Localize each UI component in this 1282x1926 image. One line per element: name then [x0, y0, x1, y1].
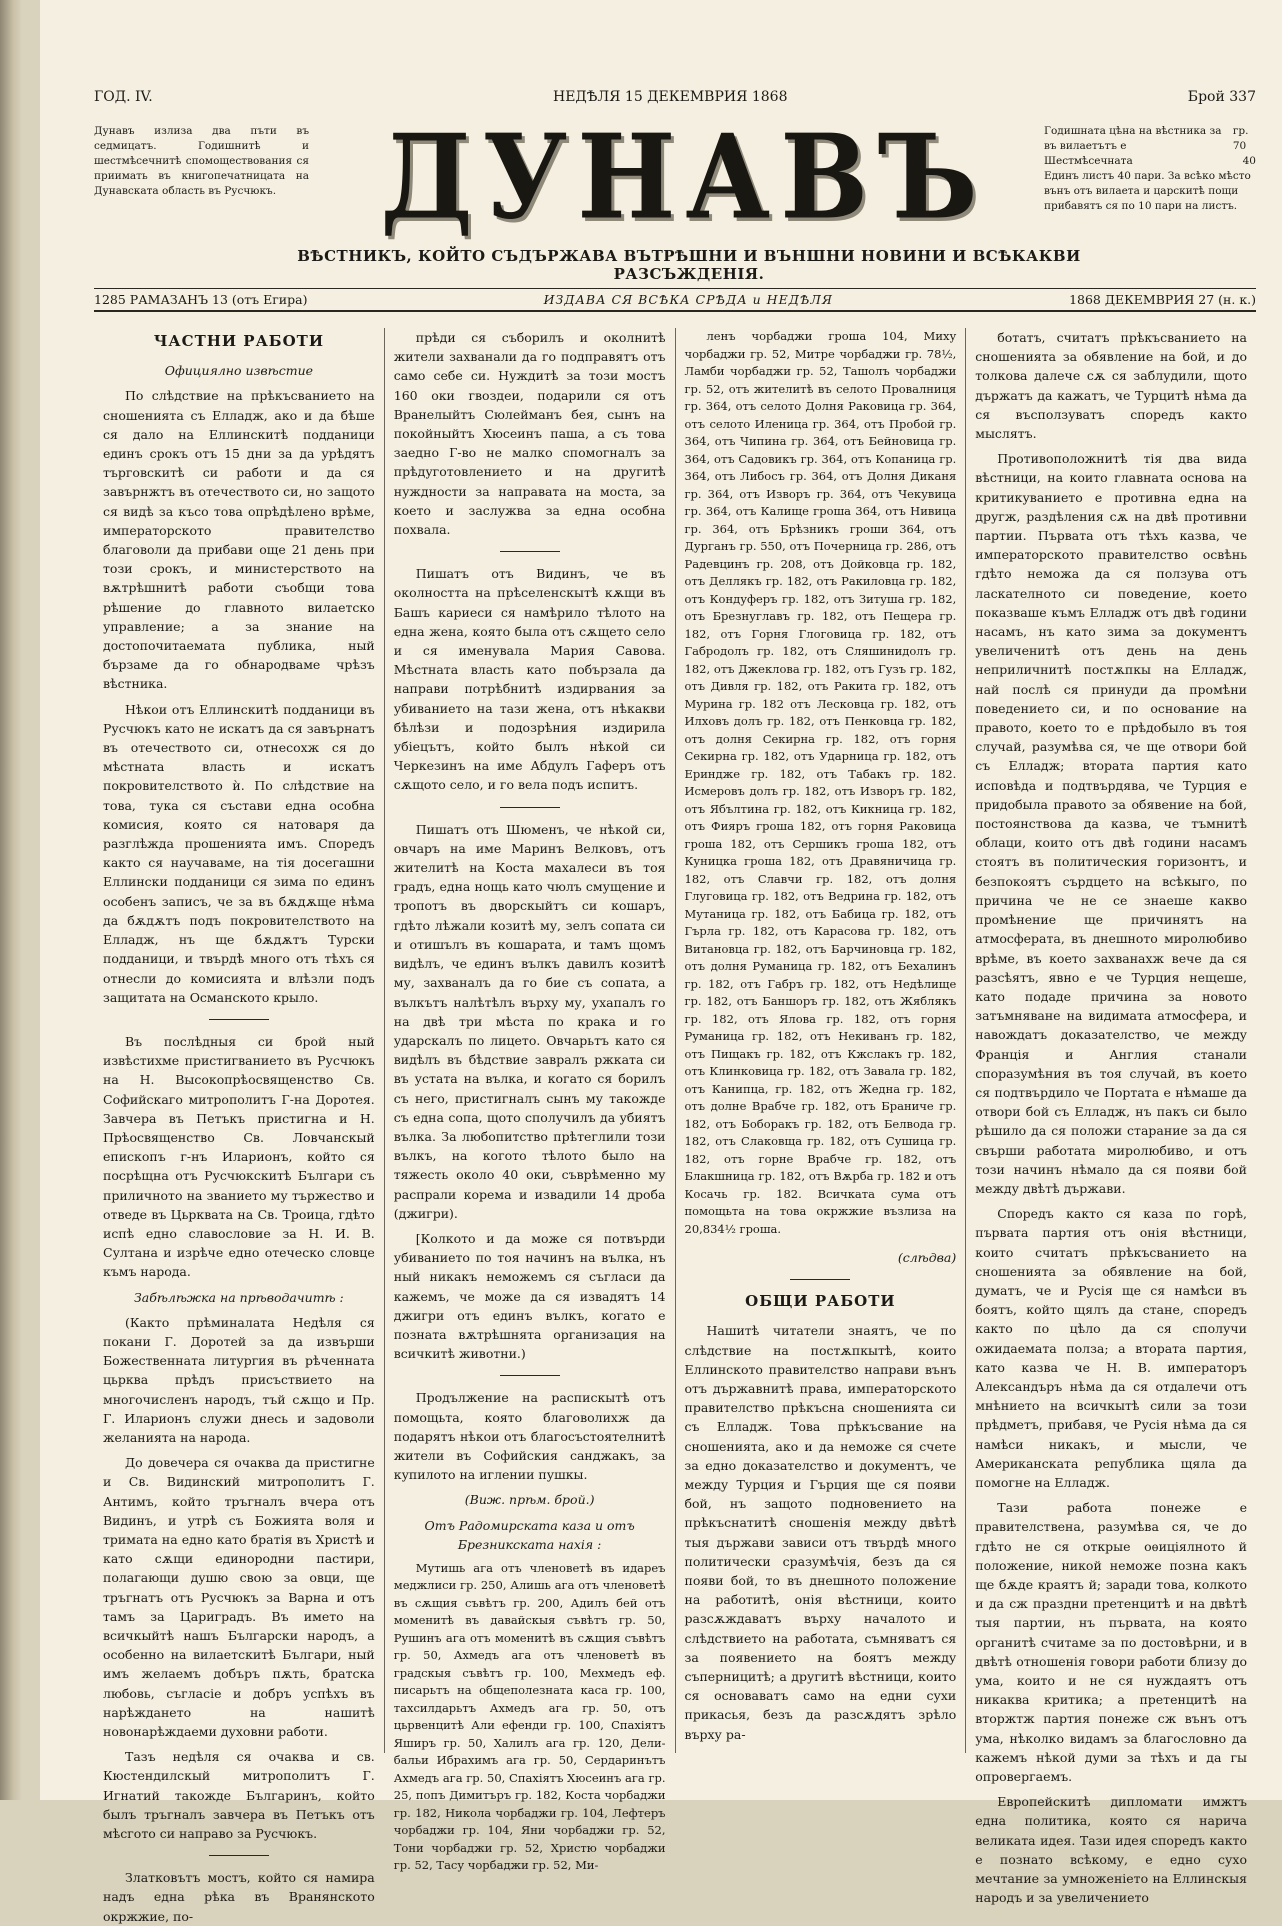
article-paragraph: Споредъ както ся каза по горѣ, първата партия отъ онія вѣстници, които считатъ прѣкъсванието на сношенията за обявление на бой, думатъ, че и Русія ще ся намѣси въ боятъ, който щялъ да стане, споредъ както по цѣло да ся сполучи ожидаемата полза; а втората партия, като казва че Н. В. императоръ Александъръ нѣма да ся отдалечи отъ мнѣнието на всичкытѣ сили за този прѣдметъ, прибавя, че Русія нѣма да ся намѣси никакъ, и мысли, че Американската република щяла да помогне на Елладж. — [975, 1206, 1247, 1490]
price-row-half — [1044, 154, 1256, 169]
date-hijri: 1285 РАМАЗАНЪ 13 (отъ Егира) — [94, 292, 308, 307]
article-paragraph: ботатъ, считатъ прѣкъсванието на сношенията за обявление на бой, и до толкова далече сѫ ся заблудили, щото държатъ да кажатъ, че Турцитѣ нѣма да ся въсползуватъ споредъ както мыслятъ. — [975, 330, 1247, 442]
issue-date: НЕДѢЛЯ 15 ДЕКЕМВРИЯ 1868 — [553, 89, 788, 105]
divider — [209, 1855, 269, 1856]
article-paragraph: Златковътъ мостъ, който ся намира надъ една рѣка въ Вранянското окржжие, по- — [103, 1870, 375, 1924]
article-paragraph: [Колкото и да може ся потвърди убиванието по тоя начинъ на вълка, нъ ный никакъ неможемъ ся съгласи да кажемъ, че може да ся извадятъ 14 джигри отъ единъ вълкъ, когато е познатa вѫтрѣшнята организация на всичкитѣ животни.) — [393, 1230, 666, 1362]
notice-left: Дунавъ излиза два пъти въ седмицатъ. Годишнитѣ и шестмѣсечнитѣ спомоществования ся приимать въ книгопечатницата на Дунавската область въ Русчюкъ. — [94, 125, 309, 197]
price-box — [1044, 124, 1256, 214]
column-4 — [965, 328, 1256, 1906]
official-notice-label: Официялно извѣстие — [164, 363, 314, 379]
article-paragraph: Пишатъ отъ Шюменъ, че нѣкой си, овчаръ на име Маринъ Велковъ, отъ жителитѣ на Коста махалеси въ тоя градъ, една нощь като чюлъ смущение и тропотъ въ дворскыйтъ си кошаръ, гдѣто лѣжали козитѣ му, зелъ сопата си и отишълъ въ кошарата, и тамъ щомъ видѣлъ, че единъ вълкъ давилъ козитѣ му, захваналъ да го бие съ сопата, а вълкътъ налѣтѣлъ върху му, ухапалъ го на двѣ три мѣста по крака и го ударскалъ по лицето. Овчарьтъ като ся видѣлъ въ бѣдствие завралъ ржката си въ устата на вълка, и когато ся борилъ съ него, пристигналъ сынъ му такожде съ една сопа, щото сполучилъ да убиятъ вълка. За любопитство прѣтеглили този вълкъ, на когото тѣлото было на тяжесть около 40 оки, съврѣменно му распрали корема и извадили 14 дроба (джигри). — [393, 821, 666, 1221]
price-annual-value: гр. 70 — [1232, 125, 1249, 152]
article-paragraph: Нѣкои отъ Еллинскитѣ подданици въ Русчюкъ като не искатъ да ся завърнатъ въ отечеството си, отнесохж ся до мѣстната власть и искатъ покровителството ѝ. По слѣдствие на това, тука ся състави една особна комисия, която ся натоваря да разглѣжда прошенията имъ. Споредъ както ся научаваме, на тія досегашни Еллински подданици ся зима по единъ особенъ записъ, че за въ бѫдѫще нѣма да бѫдѫтъ подъ покровителството на Елладж, нъ ще бѫдѫтъ Турски подданици, и твърдѣ много отъ тѣхъ ся отнесли до комисията и влѣзли подъ защитата на Османското крыло. — [103, 701, 375, 1005]
article-paragraph: Нашитѣ читатели знаятъ, че по слѣдствие на постѫпкытѣ, които Еллинското правителство направи вънъ отъ държавнитѣ права, императорското правителство прѣкъсна сношенията си съ Елладж. Това прѣкъсвание на сношенията, ако и да неможе ся счете за едно доказателство и документъ, че между Турция и Гърция ще ся появи бой, нъ защото подновението на прѣкъснатитѣ сношенія между двѣтѣ тыя държави зависи отъ твърдѣ много политически сразумѣчія, безъ да ся появи бой, то въ днешното положение на работитѣ, онія вѣстници, които разсѫждаватъ върху началото и слѣдствието на работата, съмняватъ ся за появението на боятъ между съперницитѣ; а другитѣ вѣстници, които ся основаватъ само на едни сухи прикасья, безъ да разсѫдятъ зрѣло върху ра- — [684, 1323, 957, 1742]
divider — [500, 551, 560, 552]
district-title: Отъ Радомирската каза и отъ Брезникската нахія : — [424, 1517, 635, 1552]
continued-label: (слѣдва) — [897, 1250, 957, 1265]
price-single: Единъ листъ 40 пари. За всѣко мѣсто вънъ отъ вилаета и царскитѣ пощи прибавятъ ся по 10 пари на листъ. — [1044, 170, 1251, 212]
article-paragraph: (Както прѣминалата Недѣля ся покани Г. Доротей за да извърши Божественната литургия въ рѣченната цьрква прѣдъ присъствието на многочисленъ народъ, тъй сѫщо и Пр. Г. Иларионъ служи днесь и задоволи желанията на народа. — [103, 1314, 375, 1445]
column-1 — [94, 328, 384, 1924]
reference-note: (Виж. прѣм. брой.) — [464, 1492, 595, 1508]
price-row-annual — [1044, 124, 1256, 154]
article-paragraph: По слѣдствие на прѣкъсванието на сношенията съ Елладж, ако и да бѣше ся дало на Еллинскитѣ подданици единъ срокъ отъ 15 дни за да урѣдятъ търговскитѣ си работи и да ся завърнжтъ въ отечеството си, но защото ся видѣ за късо това опрѣдѣлено врѣме, императорското правителство благоволи да прибави още 21 день при този срокъ, и министерството на вѫтрѣшнитѣ работи съобщи това рѣшение до главното вилаетско управление; а за знание на достопочитаемата публика, ный бързаме да го обнародваме чрѣзъ вѣстника. — [103, 388, 375, 692]
divider — [209, 1019, 269, 1020]
article-paragraph: До довечера ся очаква да пристигне и Св. Видинский митрополитъ Г. Антимъ, който тръгналъ вчера отъ Видинъ, и утрѣ съ Божията воля и тримата на едно като братія въ Христѣ и като сѫщи единородни пастири, полагающи душю свою за овци, ще тръгнатъ отъ Русчюкъ за Варна и отъ тамъ за Цариградъ. Въ името на всичкыйтѣ нашъ Български народъ, а особенно на вилаетскитѣ Българи, ный имъ желаемъ добъръ пѫть, братска любовь, съгласіе и добръ успѣхъ въ нарѣждането на нашитѣ новонарѣждаеми духовни работи. — [103, 1455, 375, 1740]
article-paragraph: Тази работа понеже е правителствена, разумѣва ся, че до гдѣто не ся открые оѳиціялното й положение, никой неможе позна какъ ще бѫде краятъ й; заради това, колкото и да сж праздни претенцитѣ и на двѣтѣ тыя партии, нъ първата, на която органитѣ считаме за по достовѣрни, и в двѣтѣ отношенія говори работи близу до ума, които и не ся нуждаятъ отъ никаква критика; а претенцитѣ на вторжтж партия понеже сж вънъ отъ ума, нѣколко видамъ за благословно да кажемъ нѣкой думи за тѣхъ и да гы опровергаемъ. — [975, 1500, 1247, 1785]
article-paragraph: Пишатъ отъ Видинъ, че въ околността на прѣселенскытѣ кѫщи въ Башъ кариеси ся намѣрило тѣлото на една жена, която была отъ сѫщето село и ся именувала Мария Савова. Мѣстната власть като побързала да направи потрѣбнитѣ издирвания за убиванието на тази жена, отъ нѣкакви бѣлѣзи и подозрѣния издирила убіецътъ, който былъ нѣкой си Черкезинъ на име Абдулъ Гаферъ отъ сѫщото село, и го вела подъ испитъ. — [393, 566, 666, 793]
page-binding-shadow — [0, 0, 22, 1800]
price-annual-label: Годишната цѣна на вѣстника за въ вилаетътъ е — [1044, 125, 1222, 152]
article-paragraph: Противоположнитѣ тія два вида вѣстници, на които главната основа на критикуванието е противна една на другж, раздѣления сѫ на двѣ противни партии. Първата отъ тѣхъ казва, че императорското правителство освѣнь гдѣто неможа да ся ползува отъ ласкателното си поведение, което показваше къмъ Елладж отъ двѣ години насамъ, нъ като зима за документъ увеличенитѣ отъ день на день неприличнитѣ постѫпкы на Елладж, най послѣ ся принуди да промѣни поведението си, и по основание на правото, което то е прѣдобыло въ тоя случай, разумѣва ся, че ще отвори бой съ Елладж; втората партия като исповѣда и подтвърдява, че Турция е придобыла правото за обявение на бой, постоянствова да казва, че тъмнитѣ облаци, които отъ двѣ години насамъ стоятъ въ политическия горизонтъ, и безпокоятъ сърдцето на всѣкыго, по причина че не се знаеше какво промѣнение ще причинятъ на атмосферата, въ днешното миролюбиво врѣме, въ което захванахж вече да ся разсѣятъ, явно е че Турция нещеше, като подаде причина за новото затъмняване на видимата атмосфера, и навождатъ доказателство, че между Франція и Англия станали споразумѣния въ тоя случай, въ което ся подтвърдило че Портата е нѣмаше да отвори бой съ Елладж, нъ пакъ си было рѣшило да ся положи старание за да ся свърши работата миролюбиво, и отъ този начинъ нѣмало да ся появи бой между двѣтѣ държави. — [975, 451, 1247, 1196]
newspaper-page — [40, 0, 1282, 1924]
dateline — [94, 288, 1256, 312]
article-paragraph: Въ послѣдныя си брой ный извѣстихме пристигванието въ Русчюкъ на Н. Высокопрѣосвященство Св. Софийскаго митрополитъ Г-на Доротея. Завчера въ Петъкъ пристигна и Н. Прѣосвященство Св. Ловчанскый епископъ г-нъ Иларионъ, който ся посрѣщна отъ Русчюкскитѣ Българи съ приличното на званието му тържество и отведе въ Цьрквата на Св. Троица, гдѣто испѣ едно славословие за Н. И. В. Султана и изрѣче едно отеческо словце къмъ народа. — [103, 1033, 375, 1280]
price-half-label: Шестмѣсечната — [1044, 155, 1133, 167]
article-paragraph: Продължение на распискытѣ отъ помощьта, която благоволихж да подарятъ нѣкои отъ благосъстоятелнитѣ жители въ Софийския санджакъ, за купилото на иглении пушкы. — [393, 1390, 666, 1483]
article-columns — [94, 328, 1256, 1924]
publication-note: ИЗДАВА СЯ ВСѢКА СРѢДА и НЕДѢЛЯ — [543, 292, 833, 307]
newspaper-logo: ДУНАВЪ — [380, 107, 988, 245]
column-2 — [384, 328, 675, 1873]
column-3 — [675, 328, 966, 1753]
article-paragraph: прѣди ся съборилъ и околнитѣ жители захванали да го подправятъ отъ само себе си. Нуждитѣ за този мостъ 160 оки гвоздеи, подарили ся отъ Вранелыйтъ Сюлейманъ бея, сынъ на покойныйтъ Хюсеинъ паша, а съ това заедно Г-во не малко спомогналъ за прѣдуготовлението и на другитѣ нуждности за направата на моста, за което и заслужва за една особна похвала. — [393, 330, 666, 538]
translator-note: Забѣлѣжка на прѣводачитѣ : — [133, 1289, 344, 1305]
newspaper-subtitle: ВѢСТНИКЪ, КОЙТО СЪДЪРЖАВА ВЪТРѢШНИ И ВЪНШНИ НОВИНИ И ВСѢКАКВИ РАЗСЪЖДЕНІЯ. — [297, 247, 1081, 283]
issue-number: Брой 337 — [1187, 89, 1256, 105]
top-line — [94, 0, 1256, 106]
section-heading-private: ЧАСТНИ РАБОТИ — [153, 332, 325, 350]
article-paragraph: Европейскитѣ дипломати имжтъ една политика, която ся нарича великата идея. Тази идея споредъ както е познато всѣкому, е едно сухо мечтание за умноженіето на Еллинскыя народъ и за увеличението — [975, 1794, 1247, 1906]
divider — [790, 1279, 850, 1280]
article-paragraph: Тазъ недѣля ся очаква и св. Кюстендилскый митрополитъ Г. Игнатий такожде Българинъ, който былъ тръгналъ завчера въ Петъкъ отъ мѣсгото си направо за Русчюкъ. — [103, 1749, 375, 1842]
masthead — [94, 107, 1256, 284]
section-heading-general: ОБЩИ РАБОТИ — [745, 1292, 896, 1311]
donor-list: Мутишь ага отъ членоветѣ въ идареъ меджлиси гр. 250, Алишь ага отъ членоветѣ въ сѫщия съвѣтъ гр. 200, Адилъ бей отъ моменитѣ въ давайскыя съвѣтъ гр. 50, Рушинъ ага отъ моменитѣ въ сѫщия съвѣтъ гр. 50, Ахмедъ ага отъ членоветѣ въ градскыя съвѣтъ гр. 100, Мехмедъ еф. писарьтъ на общеполезната каса гр. 100, тахсилдарьтъ Ахмедъ ага гр. 50, отъ цьрвенцитѣ Али ефенди гр. 100, Спахіятъ Яширъ гр. 50, Халилъ ага гр. 120, Дели-бальи Ибрахимъ ага гр. 50, Сердаринътъ Ахмедъ ага гр. 50, Спахіятъ Хюсеинъ ага гр. 25, попъ Димитъръ гр. 182, Коста чорбаджи гр. 182, Никола чорбаджи гр. 104, Лефтеръ чорбаджи гр. 104, Яни чорбаджи гр. 52, Тони чорбаджи гр. 52, Христю чорбаджи гр. 52, Тасу чорбаджи гр. 52, Ми- — [393, 1560, 666, 1873]
divider — [500, 807, 560, 808]
price-half-value: 40 — [1242, 155, 1256, 167]
year-label: ГОД. IV. — [94, 89, 153, 105]
donor-list: ленъ чорбаджи гроша 104, Миху чорбаджи гр. 52, Митре чорбаджи гр. 78½, Ламби чорбаджи гр. 52, Ташолъ чорбаджи гр. 52, отъ жителитѣ въ селото Провалниця гр. 364, отъ селото Долня Раковица гр. 364, отъ селото Иленица гр. 364, отъ Пробой гр. 364, отъ Чипина гр. 364, отъ Бейновица гр. 364, отъ Садовикъ гр. 364, отъ Копаница гр. 364, отъ Либосъ гр. 364, отъ Долня Диканя гр. 364, отъ Изворъ гр. 364, отъ Чекувица гр. 364, отъ Калище гроша 364, отъ Нивица гр. 364, отъ Брѣзникъ гроши 364, отъ Дурганъ гр. 550, отъ Почерница гр. 286, отъ Радевцинъ гр. 208, отъ Дойковца гр. 182, отъ Деллякъ гр. 182, отъ Ракиловца гр. 182, отъ Кондуферъ гр. 182, отъ Зитуша гр. 182, отъ Брезнуглавъ гр. 182, отъ Пещера гр. 182, отъ Горня Глоговица гр. 182, отъ Габродолъ гр. 182, отъ Сляшинидолъ гр. 182, отъ Джеклова гр. 182, отъ Гузъ гр. 182, отъ Дивля гр. 182, отъ Ракита гр. 182, отъ Мурина гр. 182 отъ Лесковца гр. 182, отъ Илховъ долъ гр. 182, отъ Пенковца гр. 182, отъ долня Секирна гр. 182, отъ горня Секирна гр. 182, отъ Ударница гр. 182, отъ Ериндже гр. 182, отъ Табакъ гр. 182. Исмеровъ долъ гр. 182, отъ Изворъ гр. 182, отъ Ябълтина гр. 182, отъ Кикница гр. 182, отъ Фияръ гроша 182, отъ горня Раковица гроша 182, отъ Сершикъ гроша 182, отъ Куницка гроша 182, отъ Дравяничица гр. 182, отъ Славчи гр. 182, отъ долня Глуговица гр. 182, отъ Ведрина гр. 182, отъ Мутаница гр. 182, отъ Бабица гр. 182, отъ Гърла гр. 182, отъ Карасова гр. 182, отъ Витановца гр. 182, отъ Барчиновца гр. 182, отъ долня Руманица гр. 182, отъ Бехалинъ гр. 182, отъ Габръ гр. 182, отъ Недѣлище гр. 182, отъ Баншоръ гр. 182, отъ Жяблякъ гр. 182, отъ Ялова гр. 182, отъ горня Руманица гр. 182, отъ Некиванъ гр. 182, отъ Пищакъ гр. 182, отъ Кжслакъ гр. 182, отъ Клинковица гр. 182, отъ Завала гр. 182, отъ Канипца, гр. 182, отъ Жедна гр. 182, отъ долне Врабче гр. 182, отъ Браниче гр. 182, отъ Боборакъ гр. 182, отъ Белвода гр. 182, отъ Слаковща гр. 182, отъ Сушица гр. 182, отъ горне Врабче гр. 182, отъ Блакшница гр. 182, отъ Вѫрба гр. 182 и отъ Косачь гр. 182. Всичката сума отъ помощьта на това окржжие възлиза на 20,834½ гроша. — [684, 329, 957, 1236]
divider — [500, 1375, 560, 1376]
date-new-style: 1868 ДЕКЕМВРИЯ 27 (н. к.) — [1069, 292, 1256, 307]
